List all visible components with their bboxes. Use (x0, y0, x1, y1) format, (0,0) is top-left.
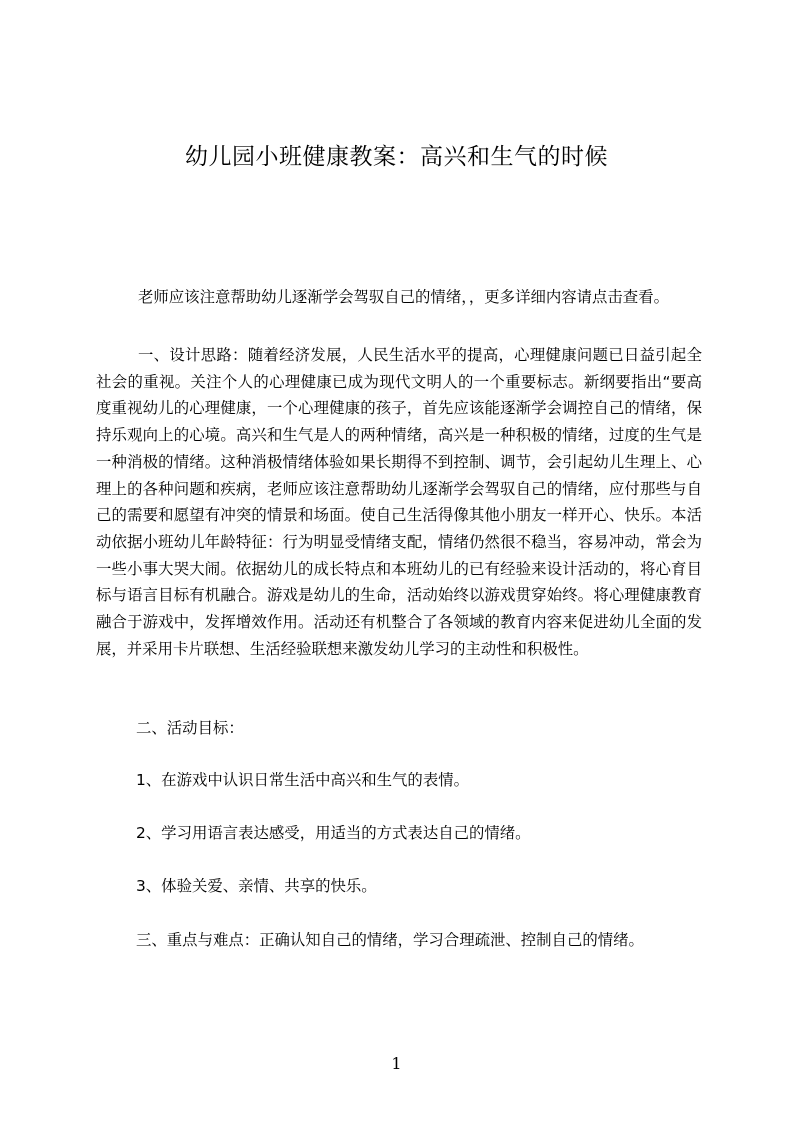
key-difficulty-paragraph: 三、重点与难点：正确认知自己的情绪，学习合理疏泄、控制自己的情绪。 (136, 931, 644, 949)
goal-item-1: 1、在游戏中认识日常生活中高兴和生气的表情。 (136, 771, 469, 789)
intro-paragraph: 老师应该注意帮助幼儿逐渐学会驾驭自己的情绪，，更多详细内容请点击查看。 (138, 288, 669, 306)
goals-heading: 二、活动目标： (136, 719, 244, 737)
document-title: 幼儿园小班健康教案：高兴和生气的时候 (185, 144, 608, 170)
page-number: 1 (391, 1054, 402, 1073)
design-idea-paragraph: 一、设计思路：随着经济发展，人民生活水平的提高，心理健康问题已日益引起全社会的重视。关注个人的心理健康已成为现代文明人的一个重要标志。新纲要指出“要高度重视幼儿的心理健康，一个心理健康的孩子，首先应该能逐渐学会调控自己的情绪，保持乐观向上的心境。高兴和生气是人的两种情绪，高兴是一种积极的情绪，过度的生气是一种消极的情绪。这种消极情绪体验如果长期得不到控制、调节，会引起幼儿生理上、心理上的各种问题和疾病，老师应该注意帮助幼儿逐渐学会驾驭自己的情绪，应付那些与自己的需要和愿望有冲突的情景和场面。使自己生活得像其他小朋友一样开心、快乐。本活动依据小班幼儿年龄特征：行为明显受情绪支配，情绪仍然很不稳当，容易冲动，常会为一些小事大哭大闹。依据幼儿的成长特点和本班幼儿的已有经验来设计活动的，将心育目标与语言目标有机融合。游戏是幼儿的生命，活动始终以游戏贯穿始终。将心理健康教育融合于游戏中，发挥增效作用。活动还有机整合了各领域的教育内容来促进幼儿全面的发展，并采用卡片联想、生活经验联想来激发幼儿学习的主动性和积极性。 (96, 346, 702, 658)
goal-item-3: 3、体验关爱、亲情、共享的快乐。 (136, 877, 377, 895)
goal-item-2: 2、学习用语言表达感受，用适当的方式表达自己的情绪。 (136, 824, 531, 842)
